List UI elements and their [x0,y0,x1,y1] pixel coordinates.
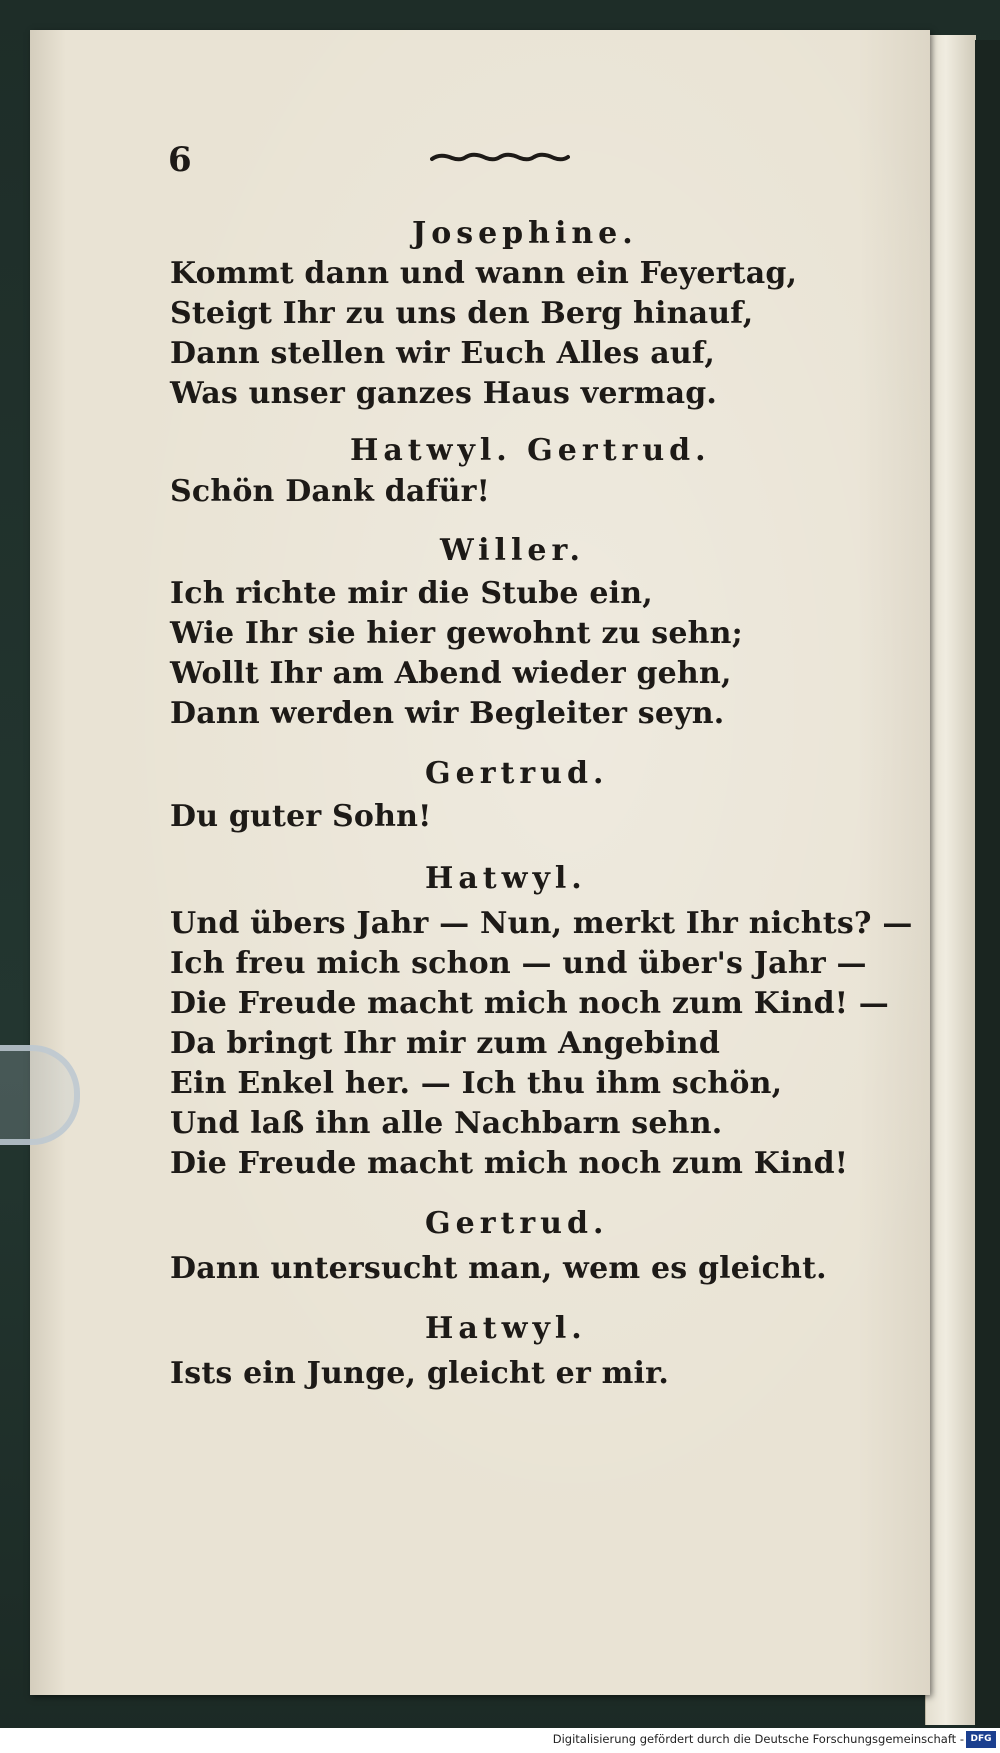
verse-line: Ich richte mir die Stube ein, [170,576,653,611]
speaker-name: Hatwyl. [425,1311,587,1346]
page-edge [925,35,976,1725]
page-content [30,30,930,1695]
speaker-name: Gertrud. [425,756,609,791]
speaker-name: Josephine. [412,216,638,251]
verse-line: Wollt Ihr am Abend wieder gehn, [170,656,732,691]
verse-line: Steigt Ihr zu uns den Berg hinauf, [170,296,754,331]
verse-line: Ists ein Junge, gleicht er mir. [170,1356,670,1391]
verse-line: Die Freude macht mich noch zum Kind! — [170,986,890,1021]
page-number: 6 [168,140,192,180]
footer-credit: Digitalisierung gefördert durch die Deutsche Forschungsgemeinschaft - [552,1732,964,1746]
verse-line: Da bringt Ihr mir zum Angebind [170,1026,720,1061]
ornament-rule [430,148,570,168]
verse-line: Dann untersucht man, wem es gleicht. [170,1251,827,1286]
verse-line: Was unser ganzes Haus vermag. [170,376,718,411]
verse-line: Du guter Sohn! [170,799,432,834]
verse-line: Und laß ihn alle Nachbarn sehn. [170,1106,723,1141]
speaker-name: Gertrud. [425,1206,609,1241]
verse-line: Und übers Jahr — Nun, merkt Ihr nichts? — [170,906,913,941]
verse-line: Kommt dann und wann ein Feyertag, [170,256,798,291]
verse-line: Die Freude macht mich noch zum Kind! [170,1146,849,1181]
verse-line: Dann werden wir Begleiter seyn. [170,696,725,731]
speaker-name: Willer. [440,533,585,568]
verse-line: Ein Enkel her. — Ich thu ihm schön, [170,1066,783,1101]
verse-line: Dann stellen wir Euch Alles auf, [170,336,715,371]
speaker-name: Hatwyl. Gertrud. [350,433,711,468]
verse-line: Wie Ihr sie hier gewohnt zu sehn; [170,616,743,651]
book-edge [975,40,1000,1730]
dfg-logo-icon[interactable]: DFG [966,1731,996,1748]
verse-line: Schön Dank dafür! [170,474,491,509]
verse-line: Ich freu mich schon — und über's Jahr — [170,946,867,981]
speaker-name: Hatwyl. [425,861,587,896]
